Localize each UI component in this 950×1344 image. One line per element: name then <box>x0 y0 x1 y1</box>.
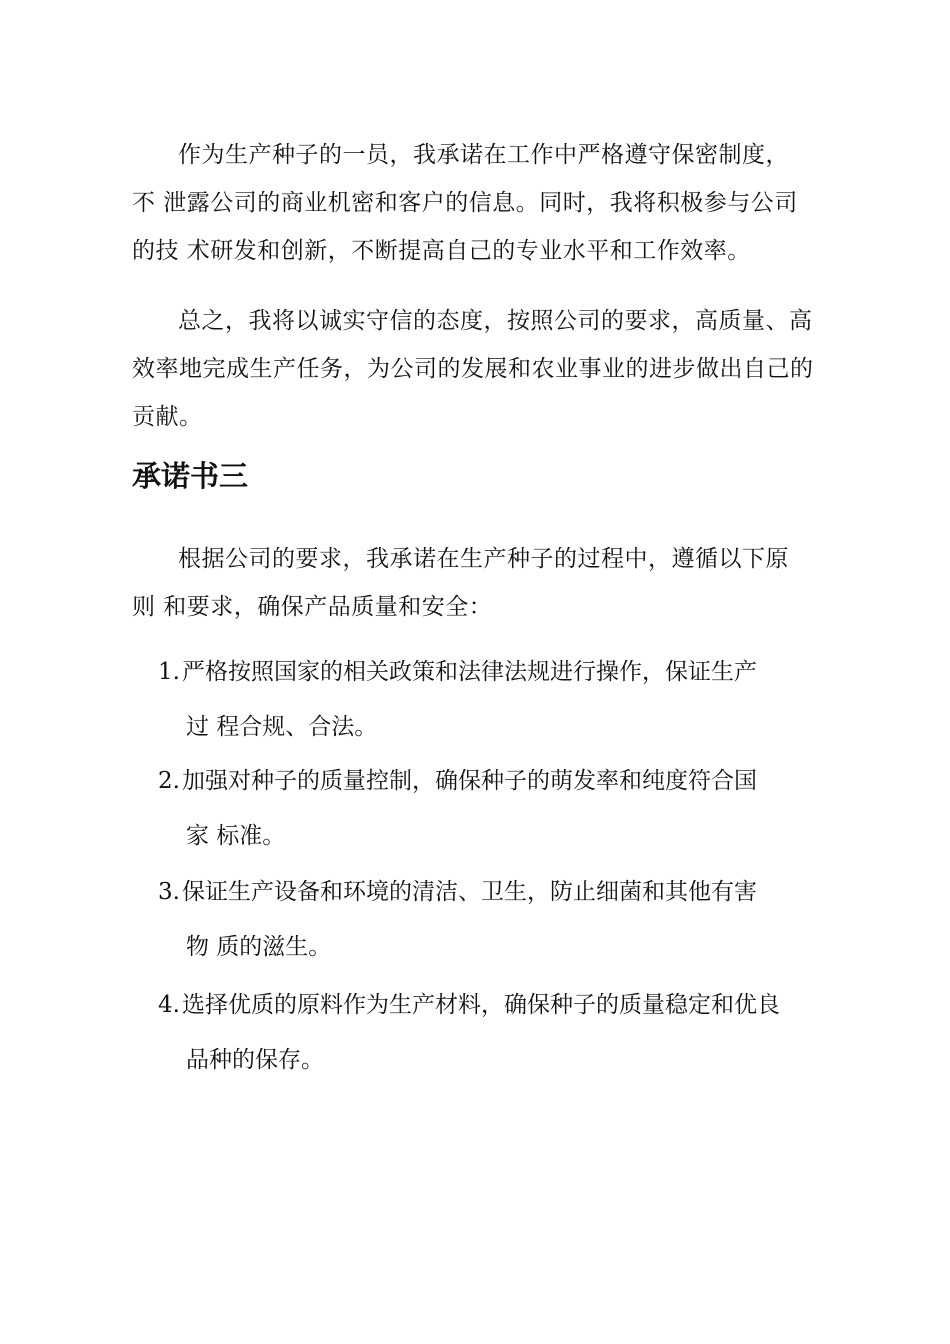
paragraph-line: 贡献。 <box>132 404 203 430</box>
list-item-line <box>158 754 818 809</box>
list-item-text: 选择优质的原料作为生产材料，确保种子的质量稳定和优良 <box>182 992 780 1018</box>
list-item-number: 3. <box>158 879 180 905</box>
paragraph-line: 作为生产种子的一员，我承诺在工作中严格遵守保密制度， <box>178 142 789 168</box>
list-item <box>158 865 818 975</box>
paragraph-conclusion <box>132 297 822 441</box>
list-item-number: 1. <box>158 659 180 685</box>
paragraph-line: 根据公司的要求，我承诺在生产种子的过程中，遵循以下原 <box>178 546 789 572</box>
paragraph-intro <box>132 535 822 631</box>
paragraph-line: 不 泄露公司的商业机密和客户的信息。同时，我将积极参与公司 <box>132 190 798 216</box>
list-item-text: 严格按照国家的相关政策和法律法规进行操作，保证生产 <box>182 659 757 685</box>
paragraph-line: 效率地完成生产任务，为公司的发展和农业事业的进步做出自己的 <box>132 356 814 382</box>
list-item-continuation: 家 标准。 <box>186 823 286 849</box>
list-item-number: 4. <box>158 992 180 1018</box>
list-item-continuation: 过 程合规、合法。 <box>186 714 378 740</box>
list-item <box>158 645 818 755</box>
list-item-line <box>158 978 818 1033</box>
list-item <box>158 754 818 864</box>
list-item <box>158 978 818 1088</box>
list-item-text: 保证生产设备和环境的清洁、卫生，防止细菌和其他有害 <box>182 879 757 905</box>
paragraph-line: 则 和要求，确保产品质量和安全： <box>132 594 493 620</box>
paragraph-line: 总之，我将以诚实守信的态度，按照公司的要求，高质量、高 <box>178 308 813 334</box>
section-heading: 承诺书三 <box>132 459 249 493</box>
list-item-line <box>158 865 818 920</box>
list-item-number: 2. <box>158 768 180 794</box>
list-item-line <box>158 645 818 700</box>
paragraph-confidentiality <box>132 131 822 275</box>
paragraph-line: 的技 术研发和创新，不断提高自己的专业水平和工作效率。 <box>132 238 751 264</box>
list-item-text: 加强对种子的质量控制，确保种子的萌发率和纯度符合国 <box>182 768 757 794</box>
list-item-continuation: 品种的保存。 <box>186 1047 324 1073</box>
list-item-continuation: 物 质的滋生。 <box>186 934 332 960</box>
